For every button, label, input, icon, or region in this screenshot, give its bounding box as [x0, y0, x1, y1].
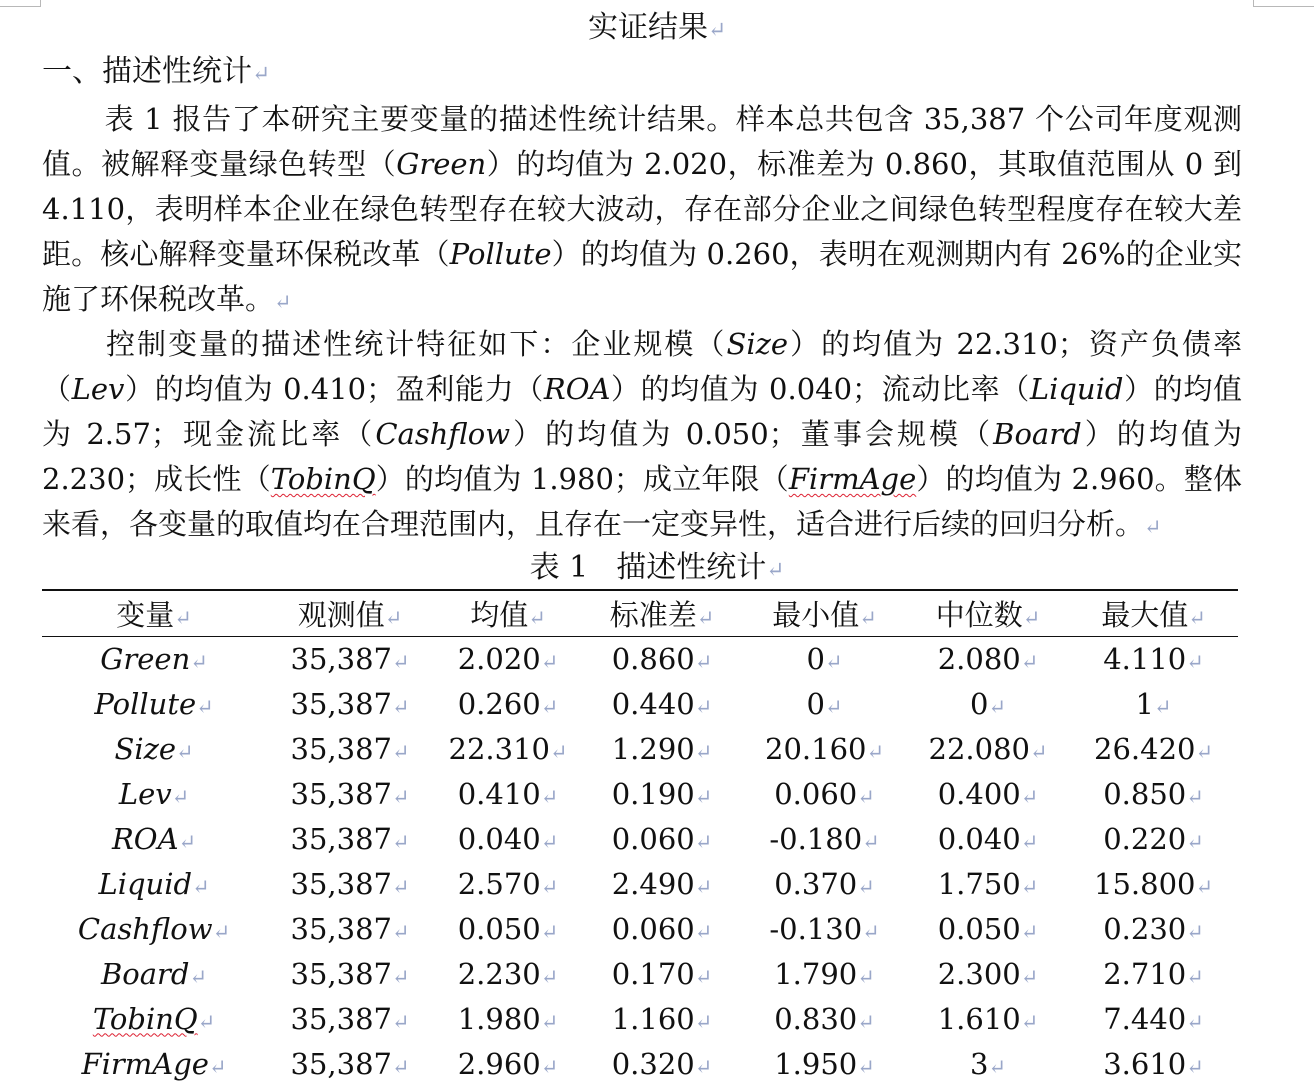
- cell-mark-icon: ↵: [212, 919, 231, 944]
- table-cell: [582, 681, 742, 726]
- table-cell: [1069, 636, 1238, 681]
- cell-mark-icon: ↵: [190, 649, 208, 674]
- cell-mark-icon: ↵: [391, 784, 410, 809]
- cell-mark-icon: ↵: [1186, 1054, 1204, 1079]
- table-cell: [582, 906, 742, 951]
- cell-value: 1.160: [611, 1001, 695, 1036]
- cell-value: 0.850: [1103, 776, 1187, 811]
- cell-value: 1.980: [457, 1001, 541, 1036]
- variable-name-cell: [42, 681, 266, 726]
- variable-name-cell: [42, 726, 266, 771]
- cell-value: 0.170: [611, 956, 695, 991]
- cell-mark-icon: ↵: [824, 649, 843, 674]
- cell-value: TobinQ: [92, 1001, 198, 1036]
- cell-mark-icon: ↵: [1186, 784, 1204, 809]
- cell-mark-icon: ↵: [540, 1054, 559, 1079]
- cell-mark-icon: ↵: [694, 964, 713, 989]
- table-cell: [434, 906, 582, 951]
- cell-value: 0.060: [611, 821, 695, 856]
- table-cell: [742, 636, 907, 681]
- cell-mark-icon: ↵: [857, 1054, 875, 1079]
- cell-mark-icon: ↵: [694, 739, 713, 764]
- column-header-text: 变量: [116, 597, 175, 632]
- var-tobinq: TobinQ: [270, 462, 376, 496]
- para1-text-2: ）的均值为 2.020，标准差为 0.860，其取值范围从 0 到 4.110，表明样本企业在绿色转型存在较大波动，存在部分企业之间绿色转型程度存在较大差距。核心解释变量环保税改革（: [42, 147, 1242, 271]
- cell-mark-icon: ↵: [208, 1054, 227, 1079]
- cell-value: Green: [100, 641, 191, 676]
- section-heading-text: 一、描述性统计: [42, 54, 252, 89]
- table-row: [42, 726, 1238, 771]
- cell-mark-icon: ↵: [540, 694, 559, 719]
- var-firmage: FirmAge: [788, 462, 917, 496]
- cell-mark-icon: ↵: [189, 964, 207, 989]
- column-header-2: [434, 590, 582, 636]
- table-cell: [266, 816, 434, 861]
- para1-text-3: ）的均值为 0.260，表明在观测期内有 26%的企业实施了环保税改革。: [42, 237, 1242, 316]
- cell-mark-icon: ↵: [696, 605, 715, 630]
- paragraph-mark-icon: ↵: [252, 62, 271, 87]
- table-cell: [266, 996, 434, 1041]
- cell-value: 0.410: [457, 776, 541, 811]
- cell-mark-icon: ↵: [178, 829, 197, 854]
- cell-value: 0: [806, 641, 825, 676]
- cell-mark-icon: ↵: [174, 605, 192, 630]
- table-row: [42, 636, 1238, 681]
- cell-value: 1.950: [774, 1046, 858, 1081]
- para2-text-9: ）的均值为 2.960。整体来看，各变量的取值均在合理范围内，且存在一定变异性，适合进行后续的回归分析。: [42, 462, 1242, 541]
- cell-mark-icon: ↵: [540, 919, 559, 944]
- table-row: [42, 1041, 1238, 1086]
- variable-name-cell: [42, 771, 266, 816]
- table-cell: [742, 996, 907, 1041]
- table-cell: [907, 861, 1069, 906]
- cell-mark-icon: ↵: [549, 739, 568, 764]
- variable-name-cell: [42, 996, 266, 1041]
- cell-mark-icon: ↵: [988, 694, 1006, 719]
- cell-value: FirmAge: [81, 1046, 209, 1081]
- table-cell: [1069, 1041, 1238, 1086]
- cell-mark-icon: ↵: [1020, 964, 1039, 989]
- table-row: [42, 816, 1238, 861]
- cell-mark-icon: ↵: [171, 784, 190, 809]
- cell-value: 0: [970, 686, 989, 721]
- table-caption-number: 表 1: [529, 550, 589, 585]
- cell-mark-icon: ↵: [862, 829, 880, 854]
- paragraph-controls: [42, 322, 1242, 550]
- table-cell: [1069, 681, 1238, 726]
- cell-mark-icon: ↵: [694, 694, 713, 719]
- cell-value: 0.440: [611, 686, 695, 721]
- para2-text-8: ）的均值为 1.980；成立年限（: [375, 462, 789, 496]
- variable-name-cell: [42, 1041, 266, 1086]
- cell-mark-icon: ↵: [391, 694, 410, 719]
- cell-mark-icon: ↵: [1195, 874, 1213, 899]
- para2-text-6: ）的均值为 0.050；董事会规模（: [510, 417, 994, 451]
- cell-value: 0.230: [1103, 911, 1187, 946]
- cell-mark-icon: ↵: [192, 874, 210, 899]
- cell-mark-icon: ↵: [1186, 919, 1204, 944]
- cell-value: 26.420: [1094, 731, 1196, 766]
- cell-mark-icon: ↵: [862, 919, 880, 944]
- para2-text-4: ）的均值为 0.040；流动比率（: [610, 372, 1030, 406]
- column-header-0: [42, 590, 266, 636]
- cell-mark-icon: ↵: [859, 605, 877, 630]
- table-cell: [266, 771, 434, 816]
- table-row: [42, 951, 1238, 996]
- table-cell: [266, 726, 434, 771]
- page-corner-mark-right: [1253, 0, 1314, 7]
- column-header-3: [582, 590, 742, 636]
- variable-name-cell: [42, 816, 266, 861]
- cell-value: 2.080: [937, 641, 1021, 676]
- column-header-text: 均值: [470, 597, 529, 632]
- cell-mark-icon: ↵: [540, 649, 559, 674]
- cell-value: 1.290: [611, 731, 695, 766]
- para1-text-1: 表 1 报告了本研究主要变量的描述性统计结果。样本总共包含 35,387 个公司年度观测值。被解释变量绿色转型（: [42, 102, 1242, 181]
- cell-value: 0.050: [457, 911, 541, 946]
- section-heading: [42, 52, 270, 95]
- cell-mark-icon: ↵: [1020, 649, 1039, 674]
- table-cell: [582, 1041, 742, 1086]
- table-header-row: [42, 590, 1238, 636]
- table-cell: [907, 681, 1069, 726]
- cell-value: 0.220: [1103, 821, 1187, 856]
- table-cell: [266, 636, 434, 681]
- cell-mark-icon: ↵: [176, 739, 194, 764]
- table-cell: [582, 726, 742, 771]
- column-header-6: [1069, 590, 1238, 636]
- cell-mark-icon: ↵: [694, 1009, 713, 1034]
- cell-value: Lev: [118, 776, 172, 811]
- table-cell: [434, 1041, 582, 1086]
- var-green: Green: [396, 147, 487, 181]
- column-header-1: [266, 590, 434, 636]
- cell-mark-icon: ↵: [824, 694, 843, 719]
- table-cell: [266, 681, 434, 726]
- table-cell: [434, 771, 582, 816]
- table-cell: [266, 906, 434, 951]
- cell-mark-icon: ↵: [1020, 874, 1039, 899]
- table-cell: [1069, 816, 1238, 861]
- table-cell: [434, 816, 582, 861]
- cell-mark-icon: ↵: [1020, 919, 1039, 944]
- cell-mark-icon: ↵: [391, 829, 410, 854]
- cell-mark-icon: ↵: [391, 1054, 410, 1079]
- table-cell: [434, 996, 582, 1041]
- var-liquid: Liquid: [1029, 372, 1124, 406]
- cell-value: 0.050: [937, 911, 1021, 946]
- cell-mark-icon: ↵: [391, 874, 410, 899]
- table-cell: [742, 681, 907, 726]
- cell-mark-icon: ↵: [540, 964, 559, 989]
- table-cell: [582, 861, 742, 906]
- para2-text-5: ）的均值为 2.57；现金流比率（: [42, 372, 1242, 451]
- var-cashflow: Cashflow: [375, 417, 511, 451]
- cell-value: 2.230: [457, 956, 541, 991]
- cell-mark-icon: ↵: [1186, 649, 1204, 674]
- cell-value: 20.160: [765, 731, 867, 766]
- table-cell: [266, 951, 434, 996]
- table-cell: [907, 996, 1069, 1041]
- column-header-5: [907, 590, 1069, 636]
- table-cell: [434, 726, 582, 771]
- cell-value: 35,387: [290, 641, 392, 676]
- paragraph-mark-icon: ↵: [707, 18, 727, 43]
- title-text: 实证结果: [587, 10, 708, 45]
- cell-value: 7.440: [1103, 1001, 1187, 1036]
- cell-mark-icon: ↵: [1186, 829, 1204, 854]
- cell-value: 1.790: [774, 956, 858, 991]
- cell-mark-icon: ↵: [540, 784, 559, 809]
- cell-value: 35,387: [290, 731, 392, 766]
- cell-value: 35,387: [290, 866, 392, 901]
- variable-name-cell: [42, 636, 266, 681]
- table-cell: [907, 636, 1069, 681]
- table-cell: [266, 1041, 434, 1086]
- table-cell: [1069, 861, 1238, 906]
- cell-value: Board: [101, 956, 190, 991]
- cell-value: 0.370: [774, 866, 858, 901]
- table-cell: [1069, 771, 1238, 816]
- cell-mark-icon: ↵: [988, 1054, 1006, 1079]
- cell-value: 35,387: [290, 911, 392, 946]
- cell-mark-icon: ↵: [694, 829, 713, 854]
- para2-text-7: ）的均值为 2.230；成长性（: [42, 417, 1242, 496]
- cell-value: 0.040: [457, 821, 541, 856]
- para2-text-3: ）的均值为 0.410；盈利能力（: [124, 372, 544, 406]
- cell-value: 35,387: [290, 1046, 392, 1081]
- cell-value: 0.830: [774, 1001, 858, 1036]
- cell-mark-icon: ↵: [391, 964, 410, 989]
- cell-value: -0.180: [769, 821, 863, 856]
- table-cell: [582, 951, 742, 996]
- cell-value: 2.710: [1103, 956, 1187, 991]
- cell-value: 1.610: [937, 1001, 1021, 1036]
- cell-value: -0.130: [769, 911, 863, 946]
- cell-mark-icon: ↵: [694, 784, 713, 809]
- cell-mark-icon: ↵: [866, 739, 884, 764]
- cell-value: 2.960: [457, 1046, 541, 1081]
- cell-value: 0.060: [774, 776, 858, 811]
- table-cell: [742, 951, 907, 996]
- cell-mark-icon: ↵: [1020, 784, 1039, 809]
- cell-value: Pollute: [94, 686, 197, 721]
- var-pollute: Pollute: [449, 237, 552, 271]
- table-cell: [434, 861, 582, 906]
- cell-value: Cashflow: [77, 911, 213, 946]
- paragraph-mark-icon: ↵: [274, 290, 292, 314]
- cell-mark-icon: ↵: [857, 874, 875, 899]
- table-row: [42, 771, 1238, 816]
- column-header-text: 中位数: [935, 597, 1023, 632]
- table-cell: [434, 681, 582, 726]
- table-cell: [582, 771, 742, 816]
- cell-value: 2.020: [457, 641, 541, 676]
- cell-mark-icon: ↵: [540, 1009, 559, 1034]
- table-cell: [742, 906, 907, 951]
- cell-mark-icon: ↵: [857, 1009, 875, 1034]
- cell-value: 0.320: [611, 1046, 695, 1081]
- cell-value: 2.490: [611, 866, 695, 901]
- cell-value: 35,387: [290, 776, 392, 811]
- table-cell: [434, 951, 582, 996]
- cell-mark-icon: ↵: [391, 739, 410, 764]
- cell-value: 35,387: [290, 1001, 392, 1036]
- table-cell: [907, 951, 1069, 996]
- column-header-text: 最小值: [772, 597, 860, 632]
- cell-mark-icon: ↵: [391, 1009, 410, 1034]
- var-board: Board: [993, 417, 1082, 451]
- cell-value: 0.400: [937, 776, 1021, 811]
- cell-mark-icon: ↵: [384, 605, 403, 630]
- table-cell: [1069, 951, 1238, 996]
- table-cell: [907, 726, 1069, 771]
- table-cell: [742, 861, 907, 906]
- column-header-text: 标准差: [609, 597, 697, 632]
- cell-mark-icon: ↵: [1020, 829, 1039, 854]
- cell-value: 4.110: [1103, 641, 1187, 676]
- cell-value: 22.310: [448, 731, 550, 766]
- cell-mark-icon: ↵: [1186, 1009, 1204, 1034]
- cell-mark-icon: ↵: [694, 874, 713, 899]
- cell-value: ROA: [111, 821, 179, 856]
- cell-value: 35,387: [290, 956, 392, 991]
- cell-mark-icon: ↵: [1020, 1009, 1039, 1034]
- var-roa: ROA: [543, 372, 611, 406]
- cell-value: 35,387: [290, 686, 392, 721]
- cell-mark-icon: ↵: [857, 784, 875, 809]
- cell-value: 0.190: [611, 776, 695, 811]
- cell-value: 1.750: [937, 866, 1021, 901]
- cell-value: 35,387: [290, 821, 392, 856]
- table-cell: [742, 726, 907, 771]
- cell-value: 3.610: [1103, 1046, 1187, 1081]
- table-cell: [1069, 906, 1238, 951]
- table-cell: [266, 861, 434, 906]
- table-cell: [1069, 726, 1238, 771]
- cell-mark-icon: ↵: [857, 964, 875, 989]
- cell-value: 0: [806, 686, 825, 721]
- page-corner-mark-left: [0, 0, 41, 7]
- cell-mark-icon: ↵: [1188, 605, 1206, 630]
- cell-value: 15.800: [1094, 866, 1196, 901]
- table-cell: [582, 636, 742, 681]
- table-row: [42, 861, 1238, 906]
- table-cell: [907, 1041, 1069, 1086]
- table-cell: [582, 996, 742, 1041]
- table-cell: [582, 816, 742, 861]
- cell-value: 0.060: [611, 911, 695, 946]
- table-cell: [907, 771, 1069, 816]
- cell-mark-icon: ↵: [528, 605, 546, 630]
- table-cell: [742, 771, 907, 816]
- cell-value: 22.080: [928, 731, 1030, 766]
- cell-mark-icon: ↵: [540, 829, 559, 854]
- cell-mark-icon: ↵: [694, 649, 713, 674]
- cell-mark-icon: ↵: [1029, 739, 1048, 764]
- paragraph-summary: [42, 97, 1242, 325]
- cell-value: 0.260: [457, 686, 541, 721]
- table-cell: [907, 816, 1069, 861]
- table-row: [42, 906, 1238, 951]
- var-lev: Lev: [71, 372, 125, 406]
- cell-mark-icon: ↵: [540, 874, 559, 899]
- cell-value: 3: [970, 1046, 989, 1081]
- variable-name-cell: [42, 861, 266, 906]
- table-caption-title: 描述性统计: [616, 550, 767, 585]
- table-cell: [434, 636, 582, 681]
- table-caption: [0, 548, 1314, 591]
- cell-value: Liquid: [98, 866, 193, 901]
- variable-name-cell: [42, 951, 266, 996]
- column-header-4: [742, 590, 907, 636]
- var-size: Size: [726, 327, 789, 361]
- table-row: [42, 996, 1238, 1041]
- paragraph-mark-icon: ↵: [766, 558, 785, 583]
- cell-value: 0.040: [937, 821, 1021, 856]
- cell-value: 0.860: [611, 641, 695, 676]
- page-title: [0, 8, 1314, 51]
- cell-mark-icon: ↵: [1186, 964, 1204, 989]
- para2-text-2: ）的均值为 22.310；资产负债率（: [42, 327, 1242, 406]
- variable-name-cell: [42, 906, 266, 951]
- table-cell: [742, 1041, 907, 1086]
- cell-mark-icon: ↵: [391, 649, 410, 674]
- cell-mark-icon: ↵: [1195, 739, 1213, 764]
- cell-mark-icon: ↵: [1153, 694, 1172, 719]
- cell-mark-icon: ↵: [694, 919, 713, 944]
- cell-mark-icon: ↵: [694, 1054, 713, 1079]
- table-cell: [742, 816, 907, 861]
- paragraph-mark-icon: ↵: [1144, 515, 1162, 539]
- cell-value: 2.570: [457, 866, 541, 901]
- table-cell: [1069, 996, 1238, 1041]
- column-header-text: 观测值: [297, 597, 385, 632]
- cell-mark-icon: ↵: [391, 919, 410, 944]
- para2-text-1: 控制变量的描述性统计特征如下：企业规模（: [104, 327, 727, 361]
- cell-value: 1: [1135, 686, 1154, 721]
- table-row: [42, 681, 1238, 726]
- cell-value: Size: [114, 731, 177, 766]
- descriptive-stats-table: [42, 589, 1238, 1086]
- table-cell: [907, 906, 1069, 951]
- cell-mark-icon: ↵: [1022, 605, 1041, 630]
- cell-value: 2.300: [937, 956, 1021, 991]
- cell-mark-icon: ↵: [197, 1009, 216, 1034]
- column-header-text: 最大值: [1101, 597, 1189, 632]
- cell-mark-icon: ↵: [196, 694, 214, 719]
